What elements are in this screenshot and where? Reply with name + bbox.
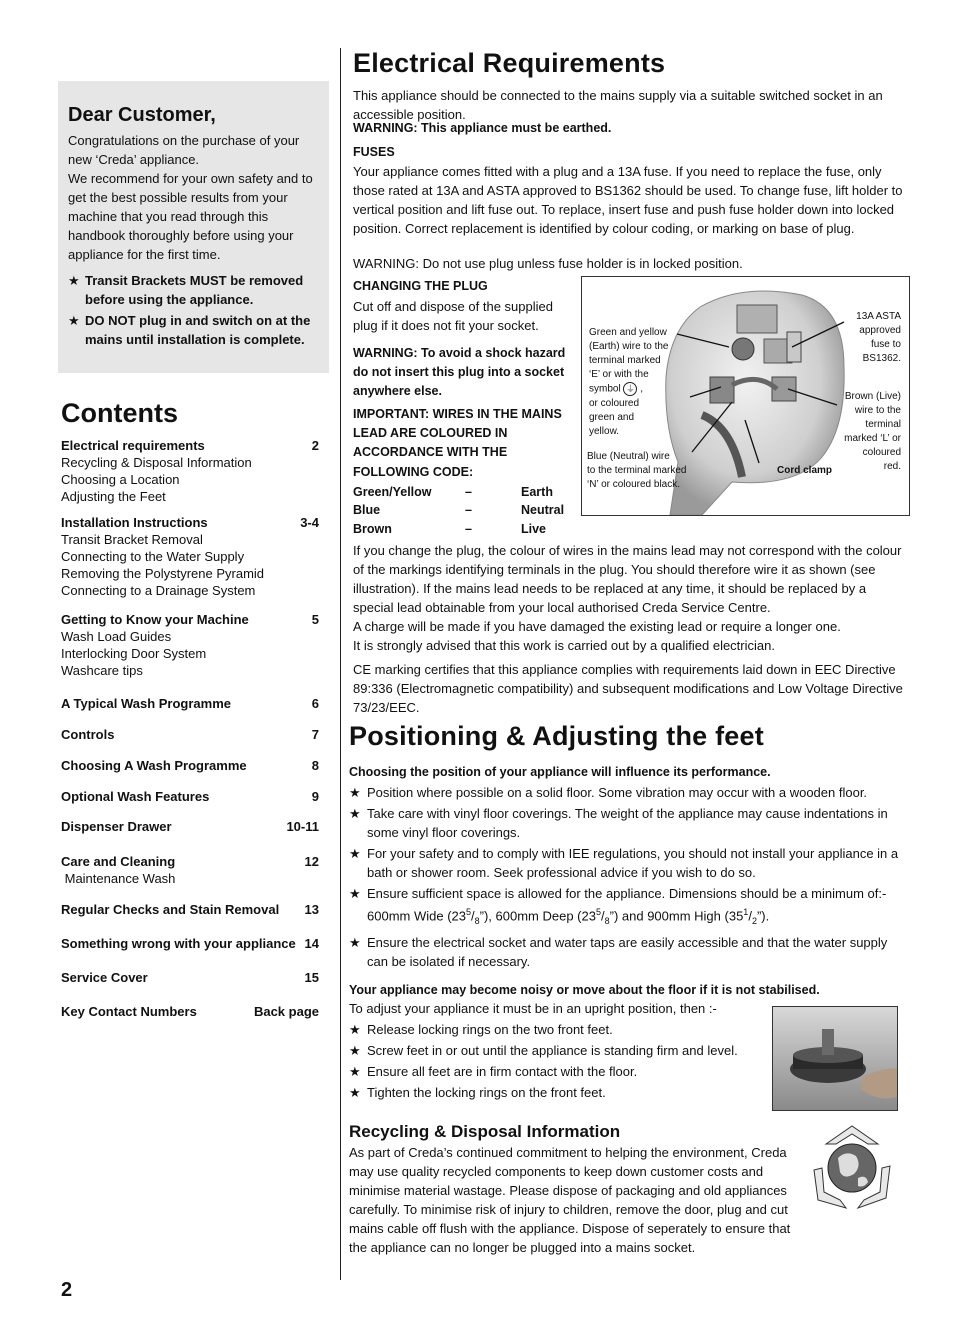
ce-marking-text: CE marking certifies that this appliance complies with requirements laid down in EEC Directive 89:336 (Electromagnetic compatibility) and subsequent modifications and Low Voltage Directive 73/23/EEC. bbox=[353, 662, 903, 715]
toc-entry-title: Regular Checks and Stain Removal bbox=[61, 902, 280, 917]
toc-entry bbox=[61, 695, 319, 712]
list-item: ★ Ensure sufficient space is allowed for the appliance. Dimensions should be a minimum of:- 600mm Wide $(23^5/_8”)$, 600mm Deep $(23^5/_8”)$ and 900mm High $(35^1/_2”)$. bbox=[349, 886, 887, 926]
dear-para-2: We recommend for your own safety and to get the best possible results from your machine that you read through this handbook thoroughly before using your appliance for the first time. bbox=[68, 171, 313, 262]
neutral-label: Blue (Neutral) wire to the terminal marked ‘N’ or coloured black. bbox=[587, 451, 687, 490]
toc-entry-title: Something wrong with your appliance bbox=[61, 936, 296, 951]
adjust-intro: To adjust your appliance it must be in an upright position, then :- bbox=[349, 1001, 717, 1016]
list-item: ★ For your safety and to comply with IEE regulations, you should not install your appliance in a bath or shower room. Seek professional advice if you wish to do so. bbox=[349, 846, 899, 880]
toc-entry-page: 6 bbox=[311, 696, 319, 711]
dear-customer-text bbox=[68, 131, 322, 264]
toc-entry-page: 13 bbox=[304, 902, 319, 917]
toc-subentry: Recycling & Disposal Information bbox=[61, 455, 252, 470]
star-icon: ★ bbox=[349, 1085, 361, 1100]
plug-change-notes: If you change the plug, the colour of wires in the mains lead may not correspond with the colour of the markings identifying terminals in the plug. You should therefore wire it as shown (see illustration). If the mains lead needs to be replaced at any time, it should be replaced by a special lead obtainable from your local authorised Creda Service Centre. A charge will be made if you have damaged the existing lead or require a longer one. It is strongly advised that this work is carried out by a qualified electrician. bbox=[353, 543, 902, 653]
list-item: ★ Ensure all feet are in firm contact with the floor. bbox=[349, 1064, 638, 1079]
toc-subentry: Choosing a Location bbox=[61, 472, 180, 487]
toc-entry-title: Choosing A Wash Programme bbox=[61, 758, 247, 773]
plug-text: Cut off and dispose of the supplied plug if it does not fit your socket. bbox=[353, 299, 553, 333]
page-number: 2 bbox=[61, 1279, 73, 1301]
toc-entry bbox=[61, 969, 319, 986]
toc-entry bbox=[61, 514, 319, 599]
star-icon: ★ bbox=[349, 806, 361, 821]
positioning-bullets bbox=[349, 783, 909, 973]
toc-entry-title: Controls bbox=[61, 727, 115, 742]
toc-entry-page: 8 bbox=[311, 758, 319, 773]
toc-entry-title: A Typical Wash Programme bbox=[61, 696, 232, 711]
star-icon: ★ bbox=[349, 846, 361, 861]
toc-entry-title: Service Cover bbox=[61, 970, 148, 985]
star-icon: ★ bbox=[349, 1022, 361, 1037]
adjustable-foot-photo bbox=[772, 1006, 898, 1111]
star-icon: ★ bbox=[68, 273, 80, 288]
toc-entry bbox=[61, 1003, 319, 1020]
electrical-intro: This appliance should be connected to the mains supply via a suitable switched socket in an accessible position. bbox=[353, 88, 883, 122]
following-code: FOLLOWING CODE: bbox=[353, 465, 474, 479]
earthed-warning: WARNING: This appliance must be earthed. bbox=[353, 121, 612, 135]
toc-entry bbox=[61, 757, 319, 774]
dear-customer-title: Dear Customer, bbox=[68, 104, 216, 126]
list-item: ★ Position where possible on a solid floor. Some vibration may occur with a wooden floor. bbox=[349, 785, 868, 800]
list-item: ★ Take care with vinyl floor coverings. The weight of the appliance may cause indentations in some vinyl floor coverings. bbox=[349, 806, 888, 840]
list-item: ★ Screw feet in or out until the appliance is standing firm and level. bbox=[349, 1043, 738, 1058]
toc-entry-page: 3-4 bbox=[300, 515, 319, 530]
toc-subentry: Maintenance Wash bbox=[61, 871, 176, 886]
plug-warning: WARNING: To avoid a shock hazard do not insert this plug into a socket anywhere else. bbox=[353, 346, 566, 398]
star-icon: ★ bbox=[349, 1064, 361, 1079]
electrical-title: Electrical Requirements bbox=[353, 48, 666, 78]
star-icon: ★ bbox=[349, 1043, 361, 1058]
toc-entry bbox=[61, 611, 319, 679]
toc-entry-title: Dispenser Drawer bbox=[61, 819, 172, 834]
fuse-label: 13A ASTA approved fuse to BS1362. bbox=[856, 311, 901, 364]
cord-clamp-label: Cord clamp bbox=[777, 465, 833, 476]
toc-entry-page: 7 bbox=[311, 727, 319, 742]
toc-entry-page: 12 bbox=[304, 854, 319, 869]
earth-label: Green and yellow (Earth) wire to the terminal marked ‘E’ or with the symbol ⏚ , or coloured green and yellow. bbox=[589, 327, 669, 437]
fuses-warning: WARNING: Do not use plug unless fuse holder is in locked position. bbox=[353, 256, 743, 271]
recycle-globe-icon bbox=[806, 1122, 898, 1210]
column-divider bbox=[340, 48, 341, 1280]
list-item: ★ Ensure the electrical socket and water taps are easily accessible and that the water supply can be isolated if necessary. bbox=[349, 934, 888, 969]
toc-entry-page: 5 bbox=[311, 612, 319, 627]
stabilise-warning: Your appliance may become noisy or move about the floor if it is not stabilised. bbox=[349, 983, 820, 997]
toc-entry-page: 15 bbox=[304, 970, 319, 985]
dear-para-1: Congratulations on the purchase of your new ‘Creda’ appliance. bbox=[68, 133, 300, 167]
toc-subentry: Removing the Polystyrene Pyramid bbox=[61, 566, 265, 581]
recycling-title: Recycling & Disposal Information bbox=[349, 1122, 621, 1141]
toc-entry-title: Installation Instructions bbox=[61, 515, 208, 530]
toc-entry bbox=[61, 853, 319, 887]
toc-subentry: Interlocking Door System bbox=[61, 646, 207, 661]
toc-entry bbox=[61, 726, 319, 743]
toc-entry bbox=[61, 935, 319, 952]
toc-entry-page: 14 bbox=[304, 936, 319, 951]
live-label: Brown (Live) wire to the terminal marked ‘L’ or coloured red. bbox=[844, 391, 901, 472]
star-icon: ★ bbox=[349, 886, 361, 901]
positioning-title: Positioning & Adjusting the feet bbox=[349, 721, 764, 751]
recycling-text: As part of Creda’s continued commitment to helping the environment, Creda may use quality recycled components to keep down customer costs and minimise material wastage. Please dispose of packaging and old appliances carefully. To minimise risk of injury to children, remove the door, plug and cut mains cable off flush with the appliance. Dispose of seperately to ensure that the appliance can no longer be plugged into a mains socket. bbox=[349, 1145, 791, 1255]
plug-wiring-diagram bbox=[581, 276, 910, 516]
list-item: ★ Tighten the locking rings on the front feet. bbox=[349, 1085, 606, 1100]
star-icon: ★ bbox=[68, 313, 80, 328]
toc-entry bbox=[61, 437, 319, 505]
dear-bullet: ★ DO NOT plug in and switch on at the mains until installation is complete. bbox=[68, 313, 311, 347]
toc-entry-page: 9 bbox=[311, 789, 319, 804]
dear-bullet: ★ Transit Brackets MUST be removed before using the appliance. bbox=[68, 273, 304, 307]
earth-symbol-icon: ⏚ bbox=[623, 382, 637, 396]
fuses-text: Your appliance comes fitted with a plug and a 13A fuse. If you need to replace the fuse, only those rated at 13A and ASTA approved to BS1362 should be used. To change fuse, lift holder to vertical position and lift fuse out. To replace, insert fuse and push fuse holder down into locked position. Correct replacement is identified by colour coding, or marking on base of plug. bbox=[353, 164, 903, 236]
plug-heading: CHANGING THE PLUG bbox=[353, 279, 488, 293]
toc-entry-title: Key Contact Numbers bbox=[61, 1004, 197, 1019]
toc-entry bbox=[61, 818, 319, 835]
toc-subentry: Transit Bracket Removal bbox=[61, 532, 203, 547]
toc-subentry: Wash Load Guides bbox=[61, 629, 172, 644]
list-item: ★ Release locking rings on the two front feet. bbox=[349, 1022, 613, 1037]
toc-entry-title: Electrical requirements bbox=[61, 438, 205, 453]
adjust-steps bbox=[349, 1020, 759, 1104]
toc-entry bbox=[61, 901, 319, 918]
toc-entry-title: Care and Cleaning bbox=[61, 854, 176, 869]
toc-entry-page: 10-11 bbox=[286, 819, 319, 834]
toc-subentry: Connecting to a Drainage System bbox=[61, 583, 256, 598]
toc-subentry: Adjusting the Feet bbox=[61, 489, 166, 504]
toc-entry bbox=[61, 788, 319, 805]
contents-title: Contents bbox=[61, 398, 178, 428]
dear-customer-bullets bbox=[68, 271, 322, 351]
fuses-heading: FUSES bbox=[353, 145, 395, 159]
wires-important: IMPORTANT: WIRES IN THE MAINS LEAD ARE COLOURED IN ACCORDANCE WITH THE bbox=[353, 407, 562, 459]
positioning-lead: Choosing the position of your appliance will influence its performance. bbox=[349, 765, 771, 779]
toc-entry-title: Optional Wash Features bbox=[61, 789, 210, 804]
toc-entry-page: Back page bbox=[253, 1004, 319, 1019]
star-icon: ★ bbox=[349, 785, 361, 800]
toc-subentry: Connecting to the Water Supply bbox=[61, 549, 245, 564]
star-icon: ★ bbox=[349, 934, 361, 950]
toc-subentry: Washcare tips bbox=[61, 663, 143, 678]
toc-entry-page: 2 bbox=[311, 438, 319, 453]
toc-entry-title: Getting to Know your Machine bbox=[61, 612, 249, 627]
